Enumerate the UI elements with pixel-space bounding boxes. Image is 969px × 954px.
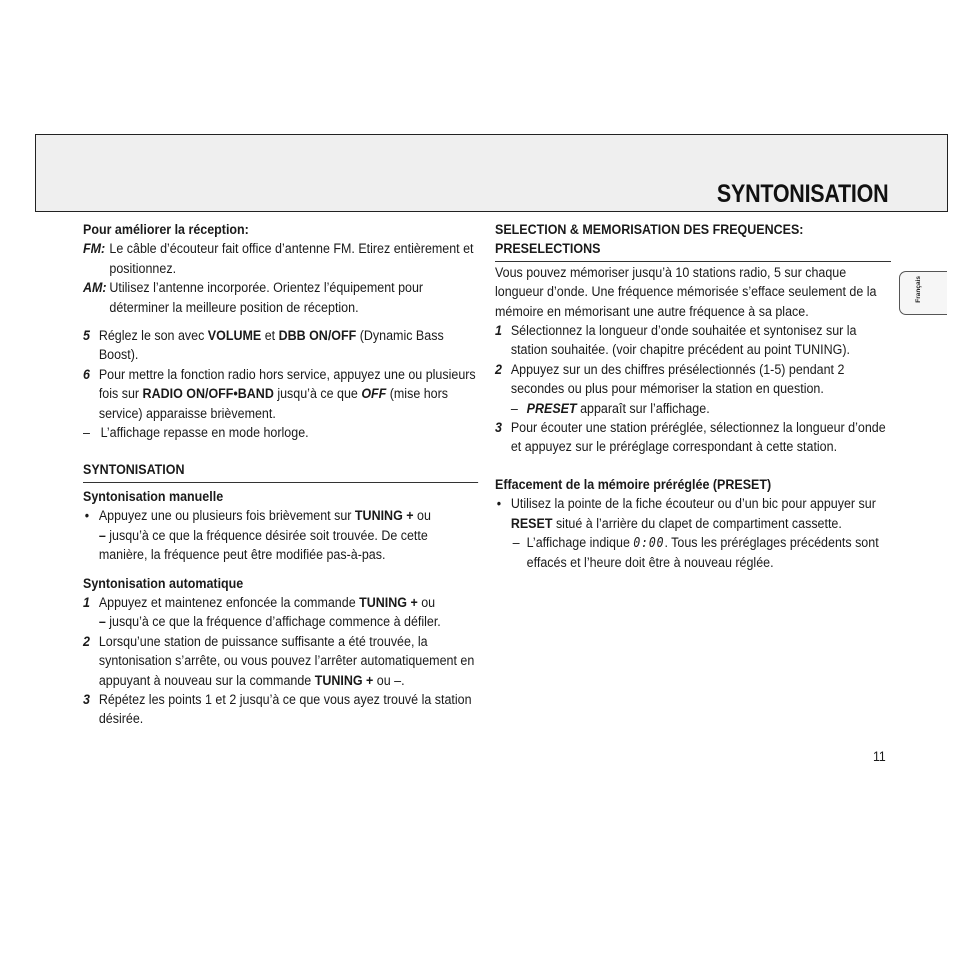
auto-step-1-text: Appuyez et maintenez enfoncée la commande [98,594,360,611]
auto-step-3 [83,691,478,730]
auto-step-1 [83,594,478,633]
erase-dash: – [512,535,520,552]
language-tab-label: Français [915,276,922,303]
tuning-plus-label: TUNING + [314,672,374,689]
auto-step-3-text: Répétez les points 1 et 2 jusqu’à ce que vous ayez trouvé la station désirée. [98,691,472,728]
am-text: Utilisez l’antenne incorporée. Orientez l’équipement pour déterminer la meilleure position de réception. [109,280,424,316]
page-title: SYNTONISATION [716,180,888,208]
page-number: 11 [873,748,886,764]
auto-step-2-number: 2 [83,633,90,650]
step-6-number: 6 [83,366,90,383]
preset-step-3 [495,419,891,458]
erase-note [495,534,891,573]
step-6-text-end: (mise hors service) apparaisse brièvement. [98,386,449,422]
auto-step-1-number: 1 [83,594,90,611]
reception-heading: Pour améliorer la réception: [83,222,249,238]
step-6-note-text: L’affichage repasse en mode horloge. [100,425,309,442]
fm-label: FM: [83,241,106,258]
preset-label: PRESET [526,400,577,417]
auto-step-3-number: 3 [83,691,90,708]
step-6-dash: – [83,425,90,442]
auto-tuning-heading: Syntonisation automatique [83,575,244,592]
right-column [495,221,891,573]
step-6-text-until: jusqu’à ce que [273,386,362,403]
radio-band-label: RADIO ON/OFF•BAND [142,386,274,403]
step-5-number: 5 [83,328,90,345]
step-5-text-and: et [261,328,279,345]
preset-step-2-text: Appuyez sur un des chiffres présélectionnés (1-5) pendant 2 secondes ou plus pour mémoriser la station en question. [510,361,845,398]
tuning-minus-label: – [98,527,106,544]
preset-step-2 [495,361,891,400]
step-6-text: Pour mettre la fonction radio hors service, appuyez une ou plusieurs fois sur [98,366,476,403]
manual-text-end: jusqu’à ce que la fréquence désirée soit trouvée. De cette manière, la fréquence peut être modifiée pas-à-pas. [98,527,428,564]
preset-step-1-text: Sélectionnez la longueur d’onde souhaitée et syntonisez sur la station souhaitée. (voir chapitre précédent au point TUNING). [510,323,857,359]
fm-text: Le câble d’écouteur fait office d’antenne FM. Etirez entièrement et positionnez. [109,241,474,277]
manual-text-or: ou [413,508,431,525]
erase-text: Utilisez la pointe de la fiche écouteur ou d’un bic pour appuyer sur [510,496,876,513]
step-6 [83,366,478,424]
preset-step-1-number: 1 [495,323,502,340]
preset-step-2-dash: – [510,400,518,417]
manual-tuning-heading: Syntonisation manuelle [83,488,224,505]
preset-section-heading-line2: PRESELECTIONS [495,240,891,261]
erase-note-text-end: . Tous les préréglages précédents sont effacés et l’heure doit être à nouveau réglée. [526,535,879,571]
preset-step-1 [495,322,891,361]
auto-step-2-text-end: ou –. [373,672,405,689]
erase-text-end: situé à l’arrière du clapet de compartiment cassette. [552,515,842,532]
off-label: OFF [361,386,387,403]
preset-step-2-note-text: apparaît sur l’affichage. [576,400,710,417]
erase-heading: Effacement de la mémoire préréglée (PRESET) [495,476,772,493]
preset-step-2-note [495,400,891,419]
tuning-plus-label: TUNING + [354,508,414,525]
language-tab [899,271,947,315]
manual-tuning-bullet [83,507,478,565]
auto-step-1-text-or: ou [417,594,436,611]
preset-step-3-number: 3 [495,420,502,437]
volume-label: VOLUME [207,328,262,345]
lcd-display-readout: 0:00 [633,536,665,552]
preset-step-2-number: 2 [495,361,502,378]
manual-text: Appuyez une ou plusieurs fois brièvement sur [98,508,355,525]
tuning-minus-label: – [98,614,106,631]
reset-label: RESET [510,515,553,532]
step-5 [83,327,478,366]
auto-step-2-text: Lorsqu’une station de puissance suffisante a été trouvée, la syntonisation s’arrête, ou vous pouvez l’arrêter automatiquement en appuyant à nouveau sur la commande [98,633,475,689]
left-column [83,221,478,730]
preset-intro: Vous pouvez mémoriser jusqu’à 10 stations radio, 5 sur chaque longueur d’onde. Une fréquence mémorisée s’efface seulement de la mémoire en mémorisant une autre fréquence à sa place. [495,264,877,320]
tuning-plus-label: TUNING + [359,594,418,611]
am-paragraph [83,279,478,318]
syntonisation-section-heading: SYNTONISATION [83,461,478,482]
bullet-icon: • [84,508,90,525]
auto-step-1-text-end: jusqu’à ce que la fréquence d’affichage commence à défiler. [105,614,441,631]
step-6-note [83,424,478,443]
am-label: AM: [83,280,107,297]
auto-step-2 [83,633,478,691]
erase-bullet [495,495,891,534]
fm-paragraph [83,240,478,279]
preset-section-heading-line1: SELECTION & MEMORISATION DES FREQUENCES: [495,222,804,238]
step-5-text-end: (Dynamic Bass Boost). [98,328,444,364]
step-5-text: Réglez le son avec [98,328,208,345]
dbb-label: DBB ON/OFF [278,328,357,345]
preset-step-3-text: Pour écouter une station préréglée, sélectionnez la longueur d’onde et appuyez sur le préréglage correspondant à cette station. [510,420,886,456]
bullet-icon: • [496,496,502,513]
erase-note-text: L’affichage indique [526,535,634,552]
